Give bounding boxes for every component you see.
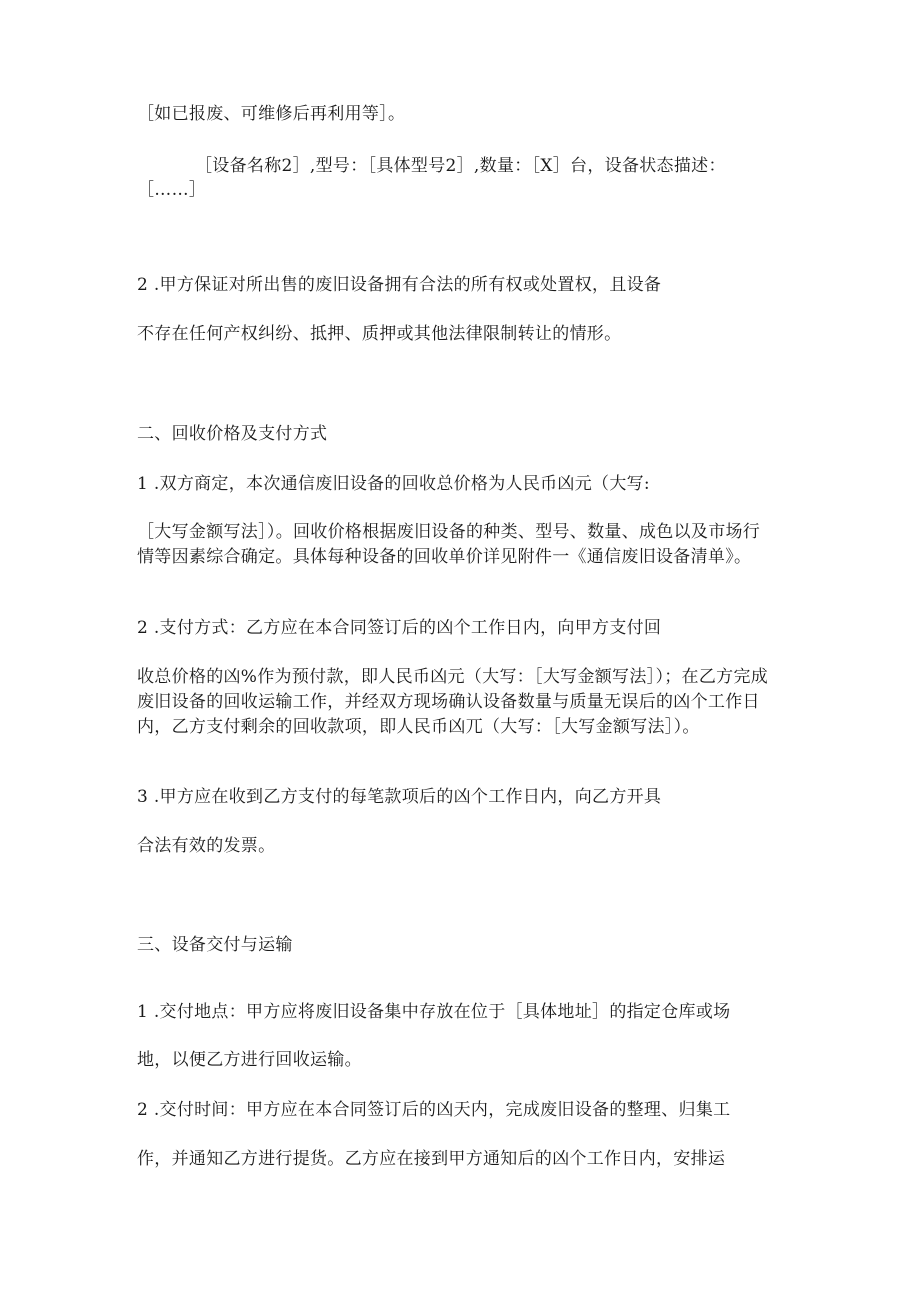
paragraph-device-2: ［设备名称2］,型号：［具体型号2］,数量：［X］台，设备状态描述：: [195, 156, 726, 176]
paragraph-device-condition-end: ［如已报废、可维修后再利用等］。: [137, 104, 406, 124]
clause-delivery-time-line-2: 作，并通知乙方进行提货。乙方应在接到甲方通知后的凶个工作日内，安排运: [137, 1149, 726, 1169]
clause-payment-method-line-1: 2 .支付方式：乙方应在本合同签订后的凶个工作日内，向甲方支付回: [137, 618, 662, 638]
clause-delivery-time-line-1: 2 .交付时间：甲方应在本合同签订后的凶天内，完成废旧设备的整理、归集工: [137, 1100, 731, 1120]
clause-payment-method-body: 收总价格的凶%作为预付款，即人民币凶元（大写：［大写金额写法］）；在乙方完成废旧设备的回收运输工作，并经双方现场确认设备数量与质量无误后的凶个工作日内，乙方支付剩余的回收款项，即人民币凶兀（大写：［大写金额写法］）。: [137, 667, 769, 737]
clause-invoice-line-2: 合法有效的发票。: [137, 836, 276, 856]
clause-ownership-line-2: 不存在任何产权纠纷、抵押、质押或其他法律限制转让的情形。: [137, 324, 622, 344]
clause-invoice-line-1: 3 .甲方应在收到乙方支付的每笔款项后的凶个工作日内，向乙方开具: [137, 787, 662, 807]
clause-delivery-location-line-2: 地，以便乙方进行回收运输。: [137, 1050, 362, 1070]
clause-total-price-line-1: 1 .双方商定，本次通信废旧设备的回收总价格为人民币凶元（大写:: [137, 474, 650, 494]
clause-total-price-body: ［大写金额写法］）。回收价格根据废旧设备的种类、型号、数量、成色以及市场行情等因素综合确定。具体每种设备的回收单价详见附件一《通信废旧设备清单》。: [137, 522, 761, 567]
clause-ownership-line-1: 2 .甲方保证对所出售的废旧设备拥有合法的所有权或处置权，且设备: [137, 275, 662, 295]
section-heading-delivery-transport: 三、设备交付与运输: [137, 935, 293, 955]
clause-delivery-location-line-1: 1 .交付地点：甲方应将废旧设备集中存放在位于［具体地址］的指定仓库或场: [137, 1002, 731, 1022]
paragraph-device-2-description: ［……］: [137, 180, 207, 200]
section-heading-price-payment: 二、回收价格及支付方式: [137, 424, 328, 444]
